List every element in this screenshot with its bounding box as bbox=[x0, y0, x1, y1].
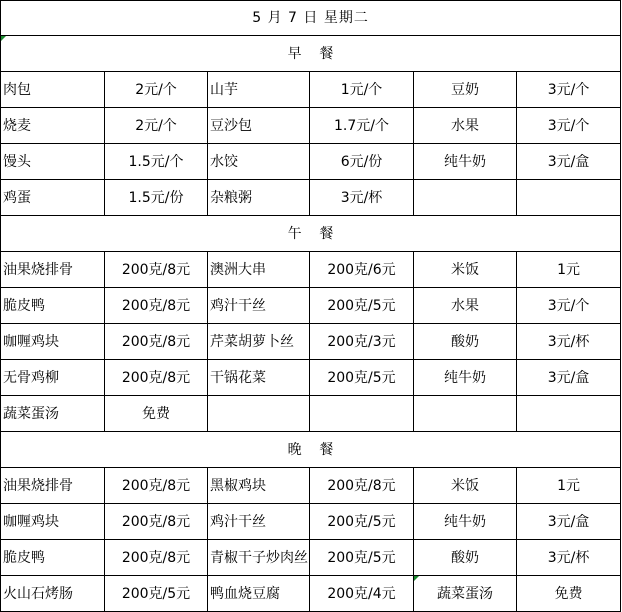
dish-cell[interactable] bbox=[208, 252, 310, 288]
dish-price: 2元/个 bbox=[135, 81, 177, 98]
dish-cell[interactable] bbox=[414, 360, 517, 396]
dish-name: 咖喱鸡块 bbox=[3, 513, 59, 530]
dish-name: 山芋 bbox=[210, 81, 238, 98]
price-cell[interactable] bbox=[517, 396, 621, 432]
price-cell[interactable] bbox=[517, 288, 621, 324]
price-cell[interactable] bbox=[310, 108, 414, 144]
price-cell[interactable] bbox=[517, 180, 621, 216]
dish-price: 1.7元/个 bbox=[334, 117, 389, 134]
dish-name: 纯牛奶 bbox=[444, 369, 486, 386]
dish-cell[interactable] bbox=[1, 108, 105, 144]
price-cell[interactable] bbox=[310, 180, 414, 216]
dish-price: 免费 bbox=[554, 585, 583, 602]
dish-cell[interactable] bbox=[208, 108, 310, 144]
dish-name: 蔬菜蛋汤 bbox=[3, 405, 59, 422]
dish-name: 水果 bbox=[451, 297, 479, 314]
dish-price: 3元/个 bbox=[547, 81, 590, 98]
menu-row bbox=[1, 360, 621, 396]
dish-price: 3元/个 bbox=[547, 117, 590, 134]
dish-cell[interactable] bbox=[414, 252, 517, 288]
menu-row bbox=[1, 468, 621, 504]
dish-cell[interactable] bbox=[1, 540, 105, 576]
dish-name: 豆沙包 bbox=[210, 117, 252, 134]
price-cell[interactable] bbox=[310, 144, 414, 180]
dish-price: 200克/8元 bbox=[121, 261, 191, 278]
price-cell[interactable] bbox=[105, 576, 208, 612]
dish-name: 咖喱鸡块 bbox=[3, 333, 59, 350]
price-cell[interactable] bbox=[105, 72, 208, 108]
menu-row bbox=[1, 576, 621, 612]
dish-cell[interactable] bbox=[414, 72, 517, 108]
menu-row bbox=[1, 180, 621, 216]
dish-name: 米饭 bbox=[451, 477, 479, 494]
price-cell[interactable] bbox=[517, 540, 621, 576]
menu-row bbox=[1, 72, 621, 108]
dish-price: 3元/盒 bbox=[547, 153, 590, 170]
dish-price: 1元 bbox=[557, 261, 580, 278]
section-heading-row bbox=[1, 432, 621, 468]
dish-name: 黑椒鸡块 bbox=[210, 477, 266, 494]
menu-row bbox=[1, 252, 621, 288]
menu-row bbox=[1, 144, 621, 180]
dish-price: 1.5元/份 bbox=[128, 189, 184, 206]
dish-name: 无骨鸡柳 bbox=[3, 369, 59, 386]
dish-name: 纯牛奶 bbox=[444, 513, 486, 530]
dish-name: 水果 bbox=[451, 117, 479, 134]
dish-cell[interactable] bbox=[414, 180, 517, 216]
price-cell[interactable] bbox=[105, 468, 208, 504]
dish-price: 200克/4元 bbox=[327, 585, 396, 602]
dish-name: 鸡汁干丝 bbox=[210, 297, 266, 314]
dish-price: 200克/8元 bbox=[121, 297, 191, 314]
dish-cell[interactable] bbox=[1, 396, 105, 432]
dish-cell[interactable] bbox=[414, 288, 517, 324]
section-heading-row bbox=[1, 36, 621, 72]
price-cell[interactable] bbox=[517, 108, 621, 144]
dish-cell[interactable] bbox=[208, 180, 310, 216]
dish-cell[interactable] bbox=[208, 576, 310, 612]
price-cell[interactable] bbox=[517, 360, 621, 396]
dish-cell[interactable] bbox=[1, 324, 105, 360]
dish-cell[interactable] bbox=[208, 396, 310, 432]
dish-cell[interactable] bbox=[208, 468, 310, 504]
dish-name: 纯牛奶 bbox=[444, 153, 486, 170]
dish-name: 肉包 bbox=[3, 81, 31, 98]
dish-name: 烧麦 bbox=[3, 117, 31, 134]
price-cell[interactable] bbox=[517, 144, 621, 180]
price-cell[interactable] bbox=[517, 468, 621, 504]
dish-name: 豆奶 bbox=[451, 81, 479, 98]
price-cell[interactable] bbox=[105, 540, 208, 576]
dish-price: 200克/5元 bbox=[121, 585, 191, 602]
dish-name: 酸奶 bbox=[451, 333, 479, 350]
dish-name: 火山石烤肠 bbox=[3, 585, 73, 602]
dish-price: 200克/5元 bbox=[327, 549, 396, 566]
dish-cell[interactable] bbox=[208, 540, 310, 576]
dish-price: 200克/8元 bbox=[121, 513, 191, 530]
price-cell[interactable] bbox=[310, 468, 414, 504]
dish-cell[interactable] bbox=[414, 504, 517, 540]
price-cell[interactable] bbox=[517, 252, 621, 288]
menu-row bbox=[1, 108, 621, 144]
dish-cell[interactable] bbox=[1, 288, 105, 324]
price-cell[interactable] bbox=[105, 360, 208, 396]
menu-row bbox=[1, 324, 621, 360]
dish-price: 3元/杯 bbox=[547, 549, 590, 566]
dish-name: 酸奶 bbox=[451, 549, 479, 566]
dish-price: 2元/个 bbox=[135, 117, 177, 134]
dish-name: 油果烧排骨 bbox=[3, 261, 73, 278]
dish-cell[interactable] bbox=[1, 504, 105, 540]
price-cell[interactable] bbox=[105, 144, 208, 180]
dish-name: 油果烧排骨 bbox=[3, 477, 73, 494]
dish-price: 200克/8元 bbox=[121, 477, 191, 494]
dish-name: 馒头 bbox=[3, 153, 31, 170]
cell-note-marker-icon bbox=[1, 36, 6, 41]
dish-name: 脆皮鸭 bbox=[3, 549, 45, 566]
dish-price: 200克/5元 bbox=[327, 513, 396, 530]
section-heading-text: 午 餐 bbox=[287, 225, 334, 242]
dish-cell[interactable] bbox=[1, 252, 105, 288]
dish-price: 200克/8元 bbox=[121, 333, 191, 350]
dish-name: 澳洲大串 bbox=[210, 261, 266, 278]
price-cell[interactable] bbox=[310, 396, 414, 432]
dish-cell[interactable] bbox=[1, 72, 105, 108]
dish-cell[interactable] bbox=[414, 144, 517, 180]
dish-price: 6元/份 bbox=[340, 153, 383, 170]
price-cell[interactable] bbox=[105, 252, 208, 288]
price-cell[interactable] bbox=[310, 504, 414, 540]
section-heading-text: 晚 餐 bbox=[287, 441, 334, 458]
cell-note-marker-icon bbox=[414, 576, 419, 581]
section-heading[interactable] bbox=[1, 216, 621, 252]
dish-price: 3元/个 bbox=[547, 297, 590, 314]
date-title-text: 5 月 7 日 星期二 bbox=[252, 10, 369, 26]
price-cell[interactable] bbox=[310, 288, 414, 324]
price-cell[interactable] bbox=[105, 180, 208, 216]
dish-name: 脆皮鸭 bbox=[3, 297, 45, 314]
menu-row bbox=[1, 540, 621, 576]
dish-price: 3元/盒 bbox=[547, 369, 590, 386]
dish-price: 200克/8元 bbox=[121, 549, 191, 566]
dish-cell[interactable] bbox=[414, 576, 517, 612]
dish-cell[interactable] bbox=[208, 72, 310, 108]
dish-cell[interactable] bbox=[414, 324, 517, 360]
dish-price: 3元/杯 bbox=[547, 333, 590, 350]
dish-price: 1元/个 bbox=[340, 81, 383, 98]
price-cell[interactable] bbox=[105, 504, 208, 540]
price-cell[interactable] bbox=[310, 360, 414, 396]
price-cell[interactable] bbox=[310, 540, 414, 576]
dish-cell[interactable] bbox=[1, 360, 105, 396]
price-cell[interactable] bbox=[310, 576, 414, 612]
price-cell[interactable] bbox=[105, 396, 208, 432]
price-cell[interactable] bbox=[105, 108, 208, 144]
dish-price: 3元/杯 bbox=[340, 189, 383, 206]
dish-cell[interactable] bbox=[208, 324, 310, 360]
dish-name: 米饭 bbox=[451, 261, 479, 278]
dish-price: 1.5元/个 bbox=[128, 153, 184, 170]
section-heading[interactable] bbox=[1, 36, 621, 72]
dish-name: 芹菜胡萝卜丝 bbox=[210, 333, 294, 350]
dish-price: 3元/盒 bbox=[547, 513, 590, 530]
dish-cell[interactable] bbox=[208, 504, 310, 540]
dish-price: 200克/5元 bbox=[327, 369, 396, 386]
section-heading-text: 早 餐 bbox=[287, 45, 334, 62]
price-cell[interactable] bbox=[310, 72, 414, 108]
price-cell[interactable] bbox=[517, 576, 621, 612]
menu-row bbox=[1, 396, 621, 432]
dish-cell[interactable] bbox=[414, 108, 517, 144]
price-cell[interactable] bbox=[310, 252, 414, 288]
price-cell[interactable] bbox=[105, 324, 208, 360]
dish-name: 蔬菜蛋汤 bbox=[437, 585, 493, 602]
price-cell[interactable] bbox=[517, 72, 621, 108]
section-heading[interactable] bbox=[1, 432, 621, 468]
dish-price: 1元 bbox=[557, 477, 580, 494]
dish-cell[interactable] bbox=[208, 360, 310, 396]
dish-cell[interactable] bbox=[1, 576, 105, 612]
price-cell[interactable] bbox=[310, 324, 414, 360]
dish-name: 鸡蛋 bbox=[3, 189, 31, 206]
dish-price: 200克/5元 bbox=[327, 297, 396, 314]
dish-name: 杂粮粥 bbox=[210, 189, 252, 206]
dish-name: 鸭血烧豆腐 bbox=[210, 585, 280, 602]
dish-price: 200克/8元 bbox=[121, 369, 191, 386]
dish-name: 青椒干子炒肉丝 bbox=[210, 549, 308, 566]
dish-cell[interactable] bbox=[1, 180, 105, 216]
dish-cell[interactable] bbox=[1, 144, 105, 180]
menu-row bbox=[1, 288, 621, 324]
dish-price: 200克/8元 bbox=[327, 477, 396, 494]
dish-name: 水饺 bbox=[210, 153, 238, 170]
date-title[interactable] bbox=[1, 1, 621, 36]
dish-cell[interactable] bbox=[208, 288, 310, 324]
section-heading-row bbox=[1, 216, 621, 252]
dish-name: 鸡汁干丝 bbox=[210, 513, 266, 530]
title-row bbox=[1, 1, 621, 36]
price-cell[interactable] bbox=[517, 504, 621, 540]
price-cell[interactable] bbox=[105, 288, 208, 324]
dish-price: 200克/3元 bbox=[327, 333, 396, 350]
dish-price: 免费 bbox=[142, 405, 170, 422]
dish-cell[interactable] bbox=[414, 468, 517, 504]
dish-name: 干锅花菜 bbox=[210, 369, 266, 386]
menu-row bbox=[1, 504, 621, 540]
dish-cell[interactable] bbox=[1, 468, 105, 504]
dish-cell[interactable] bbox=[414, 396, 517, 432]
dish-cell[interactable] bbox=[414, 540, 517, 576]
price-cell[interactable] bbox=[517, 324, 621, 360]
dish-price: 200克/6元 bbox=[327, 261, 396, 278]
dish-cell[interactable] bbox=[208, 144, 310, 180]
